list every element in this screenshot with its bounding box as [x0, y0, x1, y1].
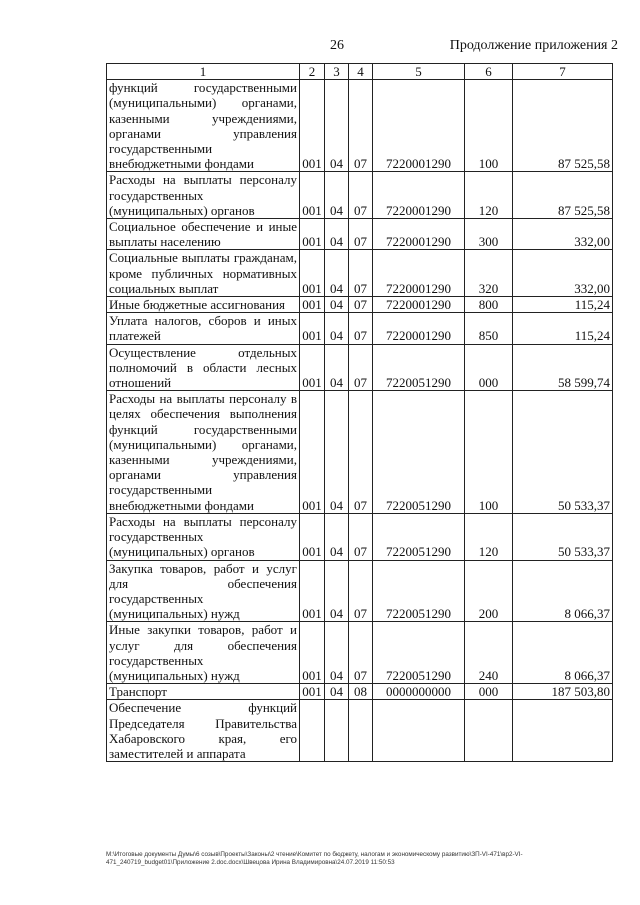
document-path-footer: M:\Итоговые документы Думы\6 созыв\Проекты\Законы\2 чтение\Комитет по бюджету, налогам и экономическому развитию\ЗП-VI-471\вр2-VI-471_240719_budget01\Приложение 2.doc.docx\Швецова Ирина Владимировна\24.07.2019 11:50:53: [106, 851, 523, 866]
row-subsection: 08: [349, 684, 373, 700]
row-section: 04: [325, 684, 349, 700]
row-section: 04: [325, 80, 349, 172]
row-subsection: 07: [349, 297, 373, 313]
row-target-article: 7220051290: [373, 344, 465, 391]
row-name: Уплата налогов, сборов и иных платежей: [107, 313, 300, 344]
row-expense-type: 850: [465, 313, 513, 344]
row-target-article: 7220001290: [373, 80, 465, 172]
table-row: [107, 313, 613, 344]
row-name: функций государственными (муниципальными) органами, казенными учреждениями, органами управления государственными внебюджетными фондами: [107, 80, 300, 172]
table-row: [107, 684, 613, 700]
row-subsection: 07: [349, 344, 373, 391]
column-header: 6: [465, 64, 513, 80]
row-expense-type: 000: [465, 344, 513, 391]
row-admin-code: 001: [300, 622, 325, 684]
table-row: [107, 700, 613, 762]
row-expense-type: 320: [465, 250, 513, 297]
row-name: Закупка товаров, работ и услуг для обеспечения государственных (муниципальных) нужд: [107, 560, 300, 622]
row-amount: 115,24: [513, 313, 613, 344]
table-row: [107, 297, 613, 313]
row-section: 04: [325, 560, 349, 622]
table-row: [107, 622, 613, 684]
table-row: [107, 219, 613, 250]
row-admin-code: 001: [300, 80, 325, 172]
row-subsection: [349, 700, 373, 762]
row-expense-type: 100: [465, 80, 513, 172]
row-amount: 58 599,74: [513, 344, 613, 391]
row-subsection: 07: [349, 172, 373, 219]
table-row: [107, 391, 613, 514]
row-target-article: 7220051290: [373, 391, 465, 514]
row-expense-type: 100: [465, 391, 513, 514]
row-name: Расходы на выплаты персоналу в целях обеспечения выполнения функций государственными (муниципальными) органами, казенными учреждениями, органами управления государственными внебюджетными фондами: [107, 391, 300, 514]
row-amount: 87 525,58: [513, 80, 613, 172]
row-expense-type: [465, 700, 513, 762]
row-target-article: [373, 700, 465, 762]
row-subsection: 07: [349, 391, 373, 514]
row-expense-type: 200: [465, 560, 513, 622]
row-target-article: 7220051290: [373, 513, 465, 560]
table-row: [107, 80, 613, 172]
row-admin-code: 001: [300, 313, 325, 344]
row-amount: 87 525,58: [513, 172, 613, 219]
column-header: 5: [373, 64, 465, 80]
row-expense-type: 300: [465, 219, 513, 250]
column-header: 2: [300, 64, 325, 80]
page-number: 26: [330, 38, 344, 53]
row-amount: 332,00: [513, 219, 613, 250]
row-admin-code: 001: [300, 684, 325, 700]
row-admin-code: [300, 700, 325, 762]
row-amount: 332,00: [513, 250, 613, 297]
table-row: [107, 344, 613, 391]
row-section: 04: [325, 622, 349, 684]
table-row: [107, 250, 613, 297]
row-subsection: 07: [349, 219, 373, 250]
row-subsection: 07: [349, 250, 373, 297]
row-section: 04: [325, 344, 349, 391]
row-section: [325, 700, 349, 762]
row-target-article: 7220001290: [373, 297, 465, 313]
row-section: 04: [325, 172, 349, 219]
row-expense-type: 000: [465, 684, 513, 700]
row-amount: 8 066,37: [513, 560, 613, 622]
budget-table: [106, 63, 613, 762]
row-amount: 187 503,80: [513, 684, 613, 700]
row-target-article: 0000000000: [373, 684, 465, 700]
row-expense-type: 120: [465, 172, 513, 219]
row-name: Осуществление отдельных полномочий в области лесных отношений: [107, 344, 300, 391]
row-amount: 50 533,37: [513, 391, 613, 514]
row-admin-code: 001: [300, 560, 325, 622]
row-amount: 115,24: [513, 297, 613, 313]
row-admin-code: 001: [300, 513, 325, 560]
row-target-article: 7220051290: [373, 622, 465, 684]
row-name: Обеспечение функций Председателя Правительства Хабаровского края, его заместителей и аппарата: [107, 700, 300, 762]
row-target-article: 7220051290: [373, 560, 465, 622]
row-target-article: 7220001290: [373, 219, 465, 250]
row-admin-code: 001: [300, 219, 325, 250]
column-header: 1: [107, 64, 300, 80]
row-target-article: 7220001290: [373, 313, 465, 344]
row-name: Расходы на выплаты персоналу государственных (муниципальных) органов: [107, 172, 300, 219]
column-header: 3: [325, 64, 349, 80]
row-expense-type: 240: [465, 622, 513, 684]
row-section: 04: [325, 250, 349, 297]
table-row: [107, 513, 613, 560]
column-number-row: [107, 64, 613, 80]
row-name: Иные бюджетные ассигнования: [107, 297, 300, 313]
row-section: 04: [325, 219, 349, 250]
row-section: 04: [325, 391, 349, 514]
row-subsection: 07: [349, 622, 373, 684]
row-name: Иные закупки товаров, работ и услуг для обеспечения государственных (муниципальных) нужд: [107, 622, 300, 684]
row-amount: 8 066,37: [513, 622, 613, 684]
column-header: 7: [513, 64, 613, 80]
row-name: Социальное обеспечение и иные выплаты населению: [107, 219, 300, 250]
row-admin-code: 001: [300, 391, 325, 514]
row-name: Расходы на выплаты персоналу государственных (муниципальных) органов: [107, 513, 300, 560]
row-target-article: 7220001290: [373, 172, 465, 219]
row-amount: [513, 700, 613, 762]
row-admin-code: 001: [300, 172, 325, 219]
row-subsection: 07: [349, 80, 373, 172]
row-admin-code: 001: [300, 344, 325, 391]
row-amount: 50 533,37: [513, 513, 613, 560]
row-section: 04: [325, 313, 349, 344]
continuation-title: Продолжение приложения 2: [449, 38, 618, 53]
row-expense-type: 120: [465, 513, 513, 560]
row-subsection: 07: [349, 513, 373, 560]
column-header: 4: [349, 64, 373, 80]
row-target-article: 7220001290: [373, 250, 465, 297]
row-admin-code: 001: [300, 297, 325, 313]
row-section: 04: [325, 297, 349, 313]
table-row: [107, 560, 613, 622]
row-subsection: 07: [349, 560, 373, 622]
row-section: 04: [325, 513, 349, 560]
table-row: [107, 172, 613, 219]
row-expense-type: 800: [465, 297, 513, 313]
row-subsection: 07: [349, 313, 373, 344]
row-name: Социальные выплаты гражданам, кроме публичных нормативных социальных выплат: [107, 250, 300, 297]
row-admin-code: 001: [300, 250, 325, 297]
row-name: Транспорт: [107, 684, 300, 700]
